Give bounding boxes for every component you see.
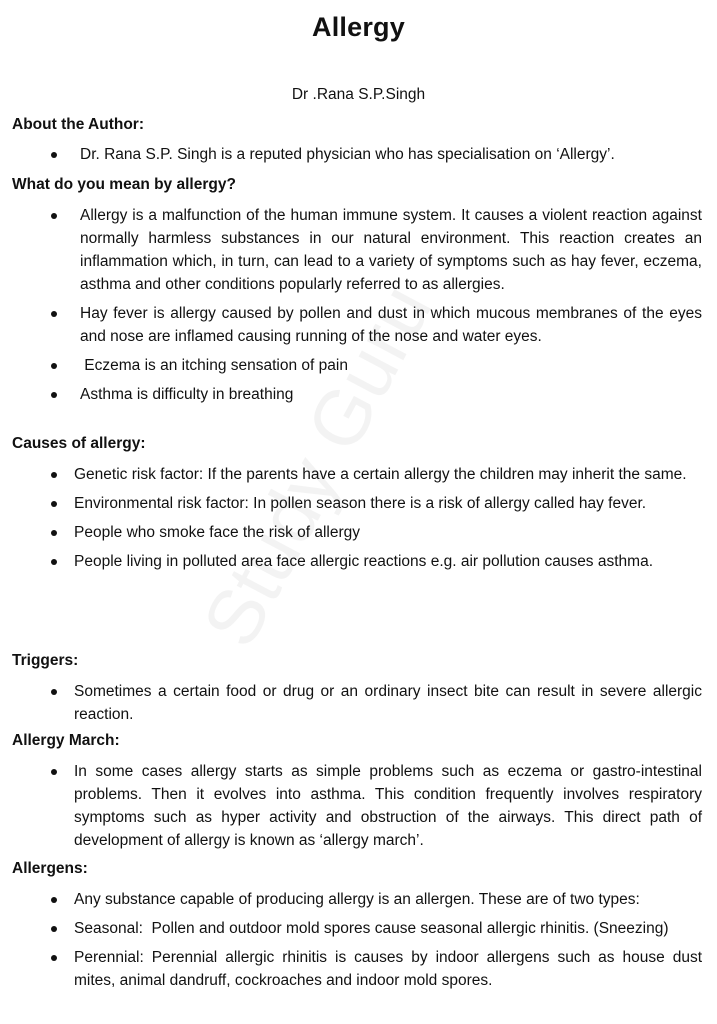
list-item: People living in polluted area face allergic reactions e.g. air pollution causes asthma. (12, 550, 702, 573)
section-heading: Allergy March: (12, 732, 120, 749)
list-item: Eczema is an itching sensation of pain (12, 354, 702, 377)
section-allergy-march (12, 730, 702, 852)
author-name: Dr .Rana S.P.Singh (291, 86, 426, 103)
section-allergens (12, 858, 702, 992)
section-heading: What do you mean by allergy? (12, 176, 236, 193)
bullet-icon (51, 311, 57, 317)
list-item: People who smoke face the risk of allergy (12, 521, 702, 544)
bullet-icon (51, 769, 57, 775)
list-item: Any substance capable of producing allergy is an allergen. These are of two types: (12, 888, 702, 911)
bullet-icon (51, 501, 57, 507)
list-item: Dr. Rana S.P. Singh is a reputed physician who has specialisation on ‘Allergy’. (12, 143, 702, 166)
section-about-author (12, 114, 702, 166)
list-item: Environmental risk factor: In pollen season there is a risk of allergy called hay fever. (12, 492, 702, 515)
bullet-icon (51, 152, 57, 158)
bullet-icon (51, 897, 57, 903)
section-triggers (12, 650, 702, 726)
list-item: Sometimes a certain food or drug or an ordinary insect bite can result in severe allergic reaction. (12, 680, 702, 726)
section-what-is-allergy (12, 174, 702, 406)
document-title: Allergy (312, 12, 405, 42)
bullet-list (12, 143, 702, 166)
bullet-icon (51, 530, 57, 536)
section-heading: Allergens: (12, 860, 88, 877)
list-item: Hay fever is allergy caused by pollen and dust in which mucous membranes of the eyes and nose are inflamed causing running of the nose and water eyes. (12, 302, 702, 348)
section-causes (12, 433, 702, 573)
bullet-icon (51, 689, 57, 695)
section-heading: Triggers: (12, 652, 79, 669)
bullet-list (12, 204, 702, 406)
bullet-icon (51, 213, 57, 219)
list-item: Genetic risk factor: If the parents have a certain allergy the children may inherit the same. (12, 463, 702, 486)
list-item: Seasonal: Pollen and outdoor mold spores cause seasonal allergic rhinitis. (Sneezing) (12, 917, 702, 940)
list-item: In some cases allergy starts as simple problems such as eczema or gastro-intestinal problems. Then it evolves into asthma. This condition frequently involves respiratory symptoms such as hyper activity and obstruction of the airways. This direct path of development of allergy is known as ‘allergy march’. (12, 760, 702, 852)
bullet-list (12, 760, 702, 852)
bullet-list (12, 888, 702, 992)
bullet-icon (51, 363, 57, 369)
bullet-icon (51, 955, 57, 961)
list-item: Allergy is a malfunction of the human immune system. It causes a violent reaction against normally harmless substances in our natural environment. This reaction creates an inflammation which, in turn, can lead to a variety of symptoms such as hay fever, eczema, asthma and other conditions popularly referred to as allergies. (12, 204, 702, 296)
list-item: Perennial: Perennial allergic rhinitis is causes by indoor allergens such as house dust mites, animal dandruff, cockroaches and indoor mold spores. (12, 946, 702, 992)
list-item: Asthma is difficulty in breathing (12, 383, 702, 406)
bullet-icon (51, 392, 57, 398)
bullet-icon (51, 559, 57, 565)
bullet-list (12, 463, 702, 573)
bullet-list (12, 680, 702, 726)
section-heading: Causes of allergy: (12, 435, 146, 452)
bullet-icon (51, 472, 57, 478)
section-heading: About the Author: (12, 116, 144, 133)
bullet-icon (51, 926, 57, 932)
